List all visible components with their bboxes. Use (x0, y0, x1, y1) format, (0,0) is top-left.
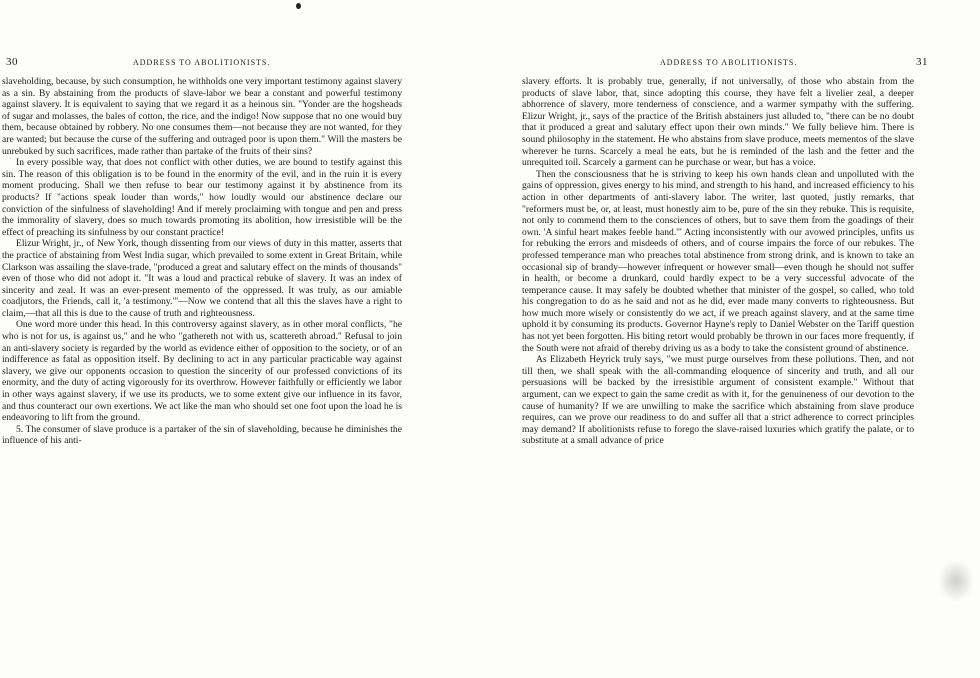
paragraph: slaveholding, because, by such consumption, he withholds one very important testimony against slavery as a sin. By abstaining from the products of slave-labor we bear a constant and powerful testimony against slavery. It is equivalent to saying that we regard it as a heinous sin. "Yonder are the hogsheads of sugar and molasses, the bales of cotton, the rice, and the indigo! Now suppose that no one would buy them, because obtained by robbery. No one consumes them—not because they are not wanted, for they are wanted; but because the curse of the suffering and outraged poor is upon them." Will the masters be unrebuked by such sacrifices, made rather than partake of the fruits of their sins? (2, 76, 402, 157)
right-running-title: ADDRESS TO ABOLITIONISTS. (660, 58, 798, 67)
left-page-number: 30 (6, 56, 18, 68)
page-stain (938, 560, 974, 602)
left-running-title: ADDRESS TO ABOLITIONISTS. (133, 58, 271, 67)
paragraph: 5. The consumer of slave produce is a partaker of the sin of slaveholding, because he diminishes the influence of his anti- (2, 423, 402, 447)
paragraph: One word more under this head. In this controversy against slavery, as in other moral conflicts, "he who is not for us, is against us," and he who "gathereth not with us, scattereth abroad." Refusal to join an anti-slavery society is regarded by the world as evidence either of opposition to the society, or of an indifference as fatal as opposition itself. By declining to act in any particular practicable way against slavery, we give our opponents occasion to question the sincerity of our professed convictions of its enormity, and the duty of acting vigorously for its overthrow. However faithfully or efficiently we labor in other ways against slavery, if we use its products, we to some extent give our influence in its favor, and thus counteract our own exertions. We act like the man who should set one foot upon the load he is endeavoring to lift from the ground. (2, 319, 402, 424)
paragraph: Then the consciousness that he is striving to keep his own hands clean and unpolluted with the gains of oppression, gives energy to his mind, and strength to his hand, and increased efficiency to his action in other departments of anti-slavery labor. The writer, last quoted, justly remarks, that "reformers must be, or, at least, must honestly aim to be, pure of the sin they rebuke. This is requisite, not only to commend them to the consciences of others, but to save them from the goadings of their own. 'A sinful heart makes feeble hand.'" Acting inconsistently with our avowed principles, unfits us for rebuking the errors and misdeeds of others, and of course impairs the force of our rebukes. The professed temperance man who preaches total abstinence from strong drink, and is known to take an occasional sip of brandy—however infrequent or however small—even though he should not suffer in health, or become a drunkard, could hardly expect to be a very successful advocate of the temperance cause. It may safely be doubted whether that minister of the gospel, so called, who told his congregation to do as he said and not as he did, ever made many converts to righteousness. But how much more wisely or consistently do we act, if we preach against slavery, and at the same time uphold it by consuming its products. Governor Hayne's reply to Daniel Webster on the Tariff question has not yet been forgotten. His biting retort would probably be thrown in our faces more frequently, if the South were not afraid of thereby driving us as a body to take the consistent ground of abstinence. (522, 168, 914, 354)
paragraph: slavery efforts. It is probably true, generally, if not universally, of those who abstain from the products of slave labor, that, since adopting this course, they have felt a livelier zeal, a deeper abhorrence of slavery, more tenderness of conscience, and a warmer sympathy with the suffering. Elizur Wright, jr., says of the practice of the British abstainers just alluded to, "there can be no doubt that it produced a great and salutary effect upon their own minds." We fully believe him. There is sound philosophy in the statement. He who abstains from slave produce, meets mementos of the slave wherever he turns. Scarcely a meal he eats, but he is reminded of the lash and the fetter and the unrequited toil. Scarcely a garment can he purchase or wear, but has a voice. (522, 76, 914, 169)
right-page-header (520, 56, 980, 72)
right-page (520, 0, 980, 678)
paragraph: In every possible way, that does not conflict with other duties, we are bound to testify against this sin. The reason of this obligation is to be found in the enormity of the evil, and in the ruin it is every moment producing. Shall we then refuse to bear our testimony against it by abstinence from its products? If "actions speak louder than words," how loudly would our abstinence declare our conviction of the sinfulness of slaveholding! And if merely proclaiming with tongue and pen and press the immorality of slavery, does so much towards promoting its abolition, how irresistible will be the effect of preaching its sinfulness by our constant practice! (2, 157, 402, 238)
left-page (0, 0, 440, 678)
left-body-text (2, 76, 402, 447)
right-body-text (522, 76, 914, 447)
right-page-number: 31 (916, 56, 928, 68)
paragraph: As Elizabeth Heyrick truly says, "we must purge ourselves from these pollutions. Then, and not till then, we shall speak with the all-commanding eloquence of sincerity and truth, and all our persuasions will be backed by the irresistible argument of consistent example." Without that argument, can we expect to gain the same credit as with it, for the genuineness of our devotion to the cause of humanity? If we are unwilling to make the sacrifice which abstaining from slave produce requires, can we prove our readiness to do and suffer all that a strict adherence to correct principles may demand? If abolitionists refuse to forego the slave-raised luxuries which gratify the palate, or to substitute at a small advance of price (522, 354, 914, 447)
left-page-header (0, 56, 440, 72)
paragraph: Elizur Wright, jr., of New York, though dissenting from our views of duty in this matter, asserts that the practice of abstaining from West India sugar, which prevailed to some extent in Great Britain, while Clarkson was assailing the slave-trade, "produced a great and salutary effect on the minds of thousands" even of those who did not adopt it. "It was a loud and practical rebuke of slavery. It was an index of sincerity and zeal. It was an ever-present memento of the oppressed. It was truly, as our amiable coadjutors, the Friends, call it, 'a testimony.'"—Now we contend that all this the slaves have a right to claim,—that all this is due to the cause of truth and righteousness. (2, 238, 402, 319)
